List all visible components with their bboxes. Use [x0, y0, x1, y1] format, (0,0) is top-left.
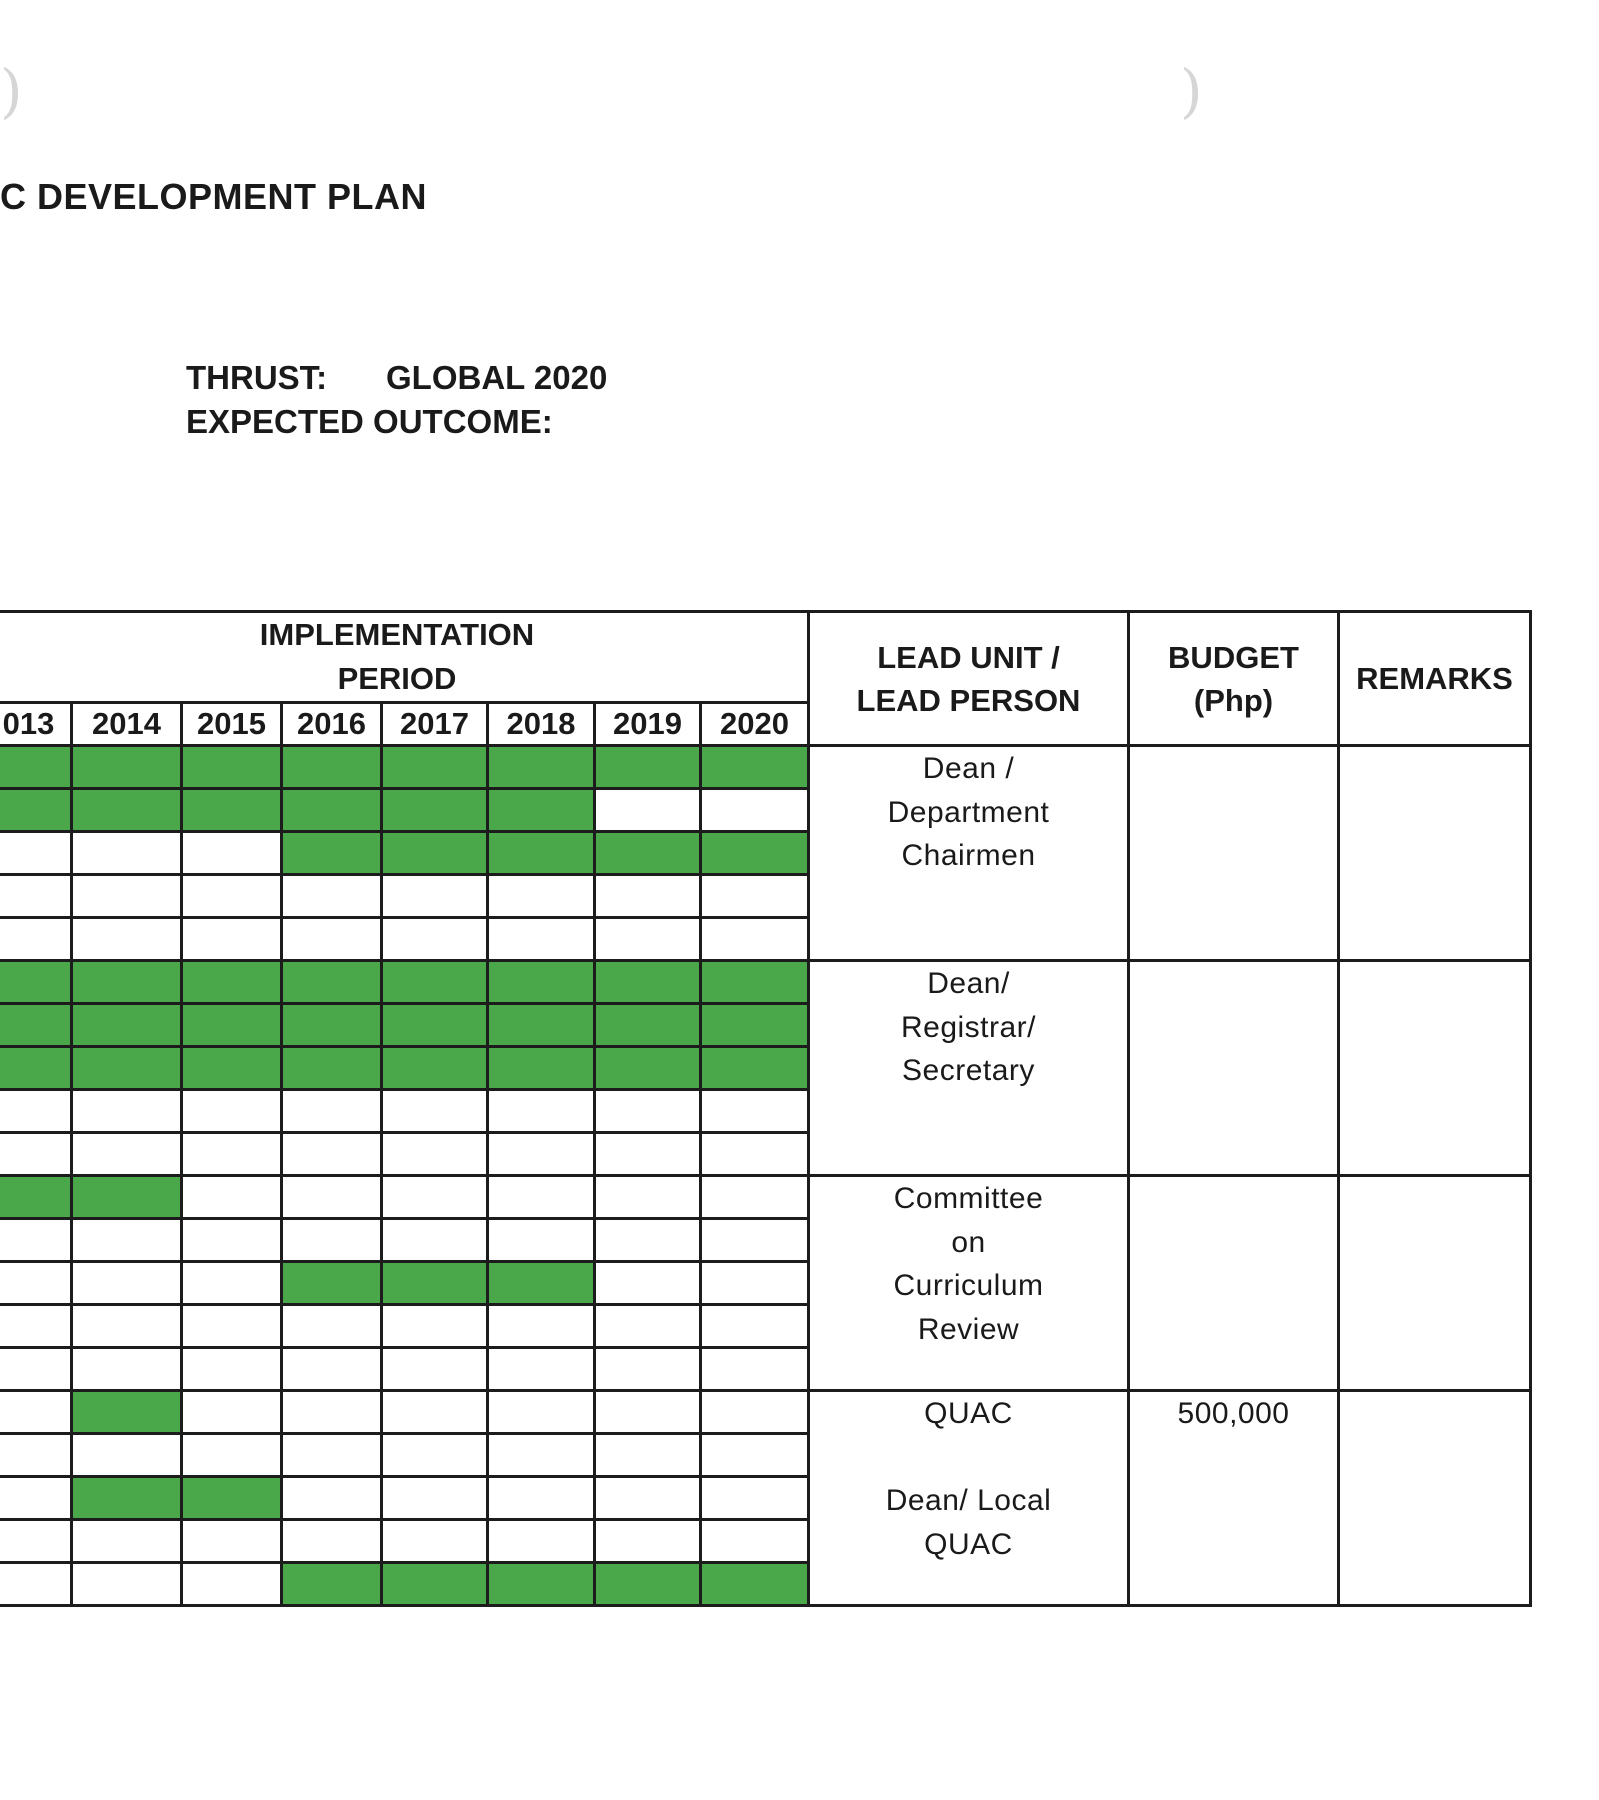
impl-header-line2: PERIOD: [337, 661, 457, 696]
empty-cell: [72, 832, 182, 875]
scheduled-cell: [182, 961, 282, 1004]
empty-cell: [182, 1563, 282, 1606]
empty-cell: [701, 918, 809, 961]
empty-cell: [382, 875, 488, 918]
scheduled-cell: [282, 1004, 382, 1047]
plan-row: [0, 746, 1531, 789]
empty-cell: [72, 1348, 182, 1391]
empty-cell: [72, 1563, 182, 1606]
budget-header-line2: (Php): [1193, 682, 1274, 718]
scheduled-cell: [595, 832, 701, 875]
scheduled-cell: [72, 961, 182, 1004]
empty-cell: [488, 1176, 595, 1219]
empty-cell: [72, 1520, 182, 1563]
year-header: 2020: [701, 703, 809, 746]
lead-line: Secretary: [902, 1054, 1035, 1087]
year-header: 2017: [382, 703, 488, 746]
scheduled-cell: [72, 1004, 182, 1047]
empty-cell: [0, 1477, 72, 1520]
lead-line: Review: [917, 1312, 1020, 1346]
header-row: [0, 612, 1531, 703]
empty-cell: [0, 875, 72, 918]
lead-line: QUAC: [924, 1397, 1013, 1430]
scheduled-cell: [488, 1004, 595, 1047]
empty-cell: [182, 1219, 282, 1262]
scheduled-cell: [488, 1563, 595, 1606]
empty-cell: [701, 875, 809, 918]
thrust-value: GLOBAL 2020: [386, 359, 608, 396]
empty-cell: [182, 1133, 282, 1176]
scheduled-cell: [488, 789, 595, 832]
empty-cell: [0, 1520, 72, 1563]
year-header: 2016: [282, 703, 382, 746]
empty-cell: [595, 1520, 701, 1563]
empty-cell: [382, 1477, 488, 1520]
empty-cell: [701, 1176, 809, 1219]
empty-cell: [282, 875, 382, 918]
empty-cell: [595, 875, 701, 918]
empty-cell: [0, 1434, 72, 1477]
empty-cell: [382, 1348, 488, 1391]
scheduled-cell: [488, 1262, 595, 1305]
empty-cell: [595, 1219, 701, 1262]
empty-cell: [382, 1391, 488, 1434]
empty-cell: [282, 1219, 382, 1262]
scheduled-cell: [595, 746, 701, 789]
empty-cell: [72, 875, 182, 918]
empty-cell: [701, 1219, 809, 1262]
empty-cell: [488, 1520, 595, 1563]
empty-cell: [595, 1477, 701, 1520]
empty-cell: [182, 1391, 282, 1434]
scheduled-cell: [72, 1176, 182, 1219]
scheduled-cell: [595, 1563, 701, 1606]
lead-person-cell: [809, 961, 1129, 1176]
empty-cell: [182, 875, 282, 918]
empty-cell: [0, 918, 72, 961]
empty-cell: [382, 1219, 488, 1262]
empty-cell: [595, 1434, 701, 1477]
empty-cell: [488, 1305, 595, 1348]
remarks-cell: [1339, 961, 1531, 1176]
lead-header-line1: LEAD UNIT /: [877, 639, 1060, 675]
lead-line: Committee: [893, 1182, 1044, 1215]
empty-cell: [282, 1348, 382, 1391]
empty-cell: [0, 1391, 72, 1434]
scheduled-cell: [282, 961, 382, 1004]
empty-cell: [182, 1305, 282, 1348]
lead-unit-header: [809, 612, 1129, 746]
empty-cell: [282, 918, 382, 961]
scheduled-cell: [488, 961, 595, 1004]
empty-cell: [595, 1305, 701, 1348]
empty-cell: [0, 1348, 72, 1391]
empty-cell: [488, 1133, 595, 1176]
scheduled-cell: [488, 1047, 595, 1090]
year-header: 2019: [595, 703, 701, 746]
empty-cell: [282, 1434, 382, 1477]
scheduled-cell: [382, 746, 488, 789]
year-header: 2014: [72, 703, 182, 746]
empty-cell: [282, 1176, 382, 1219]
scheduled-cell: [282, 832, 382, 875]
empty-cell: [595, 1090, 701, 1133]
empty-cell: [382, 1434, 488, 1477]
lead-line: Department: [887, 795, 1050, 829]
budget-cell: [1129, 961, 1339, 1176]
empty-cell: [488, 1219, 595, 1262]
remarks-header: REMARKS: [1339, 612, 1531, 746]
lead-line: Dean/: [927, 967, 1010, 1000]
lead-line: Registrar/: [900, 1010, 1037, 1044]
scheduled-cell: [0, 961, 72, 1004]
empty-cell: [595, 1176, 701, 1219]
lead-spacer: [810, 1436, 1127, 1480]
year-header: 2015: [182, 703, 282, 746]
empty-cell: [0, 1133, 72, 1176]
scheduled-cell: [701, 832, 809, 875]
scheduled-cell: [182, 1047, 282, 1090]
empty-cell: [182, 1090, 282, 1133]
empty-cell: [701, 1477, 809, 1520]
empty-cell: [182, 1348, 282, 1391]
implementation-table: [0, 610, 1532, 1607]
empty-cell: [282, 1477, 382, 1520]
scheduled-cell: [701, 746, 809, 789]
empty-cell: [488, 1477, 595, 1520]
budget-cell: 500,000: [1129, 1391, 1339, 1606]
scheduled-cell: [701, 961, 809, 1004]
empty-cell: [182, 1262, 282, 1305]
scheduled-cell: [282, 1563, 382, 1606]
empty-cell: [72, 1133, 182, 1176]
empty-cell: [72, 1090, 182, 1133]
thrust-label: THRUST:: [186, 359, 328, 396]
scheduled-cell: [382, 961, 488, 1004]
empty-cell: [701, 1305, 809, 1348]
budget-cell: [1129, 746, 1339, 961]
empty-cell: [488, 875, 595, 918]
empty-cell: [0, 1563, 72, 1606]
empty-cell: [701, 1391, 809, 1434]
empty-cell: [595, 1391, 701, 1434]
remarks-cell: [1339, 746, 1531, 961]
scheduled-cell: [0, 1047, 72, 1090]
scheduled-cell: [701, 1047, 809, 1090]
thrust-row: [186, 356, 607, 400]
empty-cell: [72, 918, 182, 961]
scheduled-cell: [182, 1477, 282, 1520]
empty-cell: [595, 918, 701, 961]
budget-header-line1: BUDGET: [1168, 639, 1299, 675]
empty-cell: [182, 1176, 282, 1219]
scheduled-cell: [282, 789, 382, 832]
empty-cell: [382, 1520, 488, 1563]
thrust-block: [186, 356, 607, 444]
budget-header: [1129, 612, 1339, 746]
scheduled-cell: [182, 789, 282, 832]
empty-cell: [0, 1219, 72, 1262]
remarks-cell: [1339, 1176, 1531, 1391]
document-title: C DEVELOPMENT PLAN: [0, 176, 428, 217]
scheduled-cell: [488, 832, 595, 875]
right-paren-mark: ): [1180, 57, 1203, 125]
lead-line: on: [951, 1225, 986, 1259]
scheduled-cell: [382, 1563, 488, 1606]
scheduled-cell: [382, 789, 488, 832]
plan-row: [0, 1176, 1531, 1219]
empty-cell: [701, 1262, 809, 1305]
empty-cell: [382, 1305, 488, 1348]
scheduled-cell: [0, 789, 72, 832]
lead-person-cell: [809, 1176, 1129, 1391]
empty-cell: [72, 1262, 182, 1305]
empty-cell: [0, 832, 72, 875]
empty-cell: [595, 789, 701, 832]
scheduled-cell: [72, 1477, 182, 1520]
empty-cell: [595, 1348, 701, 1391]
empty-cell: [182, 832, 282, 875]
empty-cell: [282, 1391, 382, 1434]
scheduled-cell: [282, 746, 382, 789]
plan-body: [0, 746, 1531, 1606]
lead-line: Dean /: [922, 752, 1015, 785]
empty-cell: [488, 1434, 595, 1477]
empty-cell: [701, 1520, 809, 1563]
empty-cell: [0, 1262, 72, 1305]
scheduled-cell: [382, 832, 488, 875]
scheduled-cell: [182, 746, 282, 789]
empty-cell: [72, 1305, 182, 1348]
left-paren-mark: ): [0, 57, 23, 125]
scheduled-cell: [701, 1004, 809, 1047]
empty-cell: [488, 1348, 595, 1391]
empty-cell: [282, 1090, 382, 1133]
budget-cell: [1129, 1176, 1339, 1391]
plan-row: [0, 961, 1531, 1004]
empty-cell: [0, 1305, 72, 1348]
implementation-period-header: [0, 612, 809, 703]
empty-cell: [595, 1133, 701, 1176]
scheduled-cell: [595, 1004, 701, 1047]
scheduled-cell: [182, 1004, 282, 1047]
empty-cell: [382, 1090, 488, 1133]
remarks-cell: [1339, 1391, 1531, 1606]
empty-cell: [72, 1434, 182, 1477]
scheduled-cell: [382, 1262, 488, 1305]
scheduled-cell: [282, 1262, 382, 1305]
empty-cell: [382, 918, 488, 961]
empty-cell: [701, 789, 809, 832]
expected-outcome-label: EXPECTED OUTCOME:: [186, 403, 553, 440]
empty-cell: [182, 1434, 282, 1477]
empty-cell: [701, 1090, 809, 1133]
scheduled-cell: [488, 746, 595, 789]
lead-line: Curriculum: [893, 1269, 1044, 1302]
empty-cell: [282, 1305, 382, 1348]
empty-cell: [595, 1262, 701, 1305]
empty-cell: [382, 1176, 488, 1219]
empty-cell: [488, 1391, 595, 1434]
scheduled-cell: [72, 1047, 182, 1090]
empty-cell: [282, 1520, 382, 1563]
year-header: 013: [0, 703, 72, 746]
scheduled-cell: [72, 746, 182, 789]
empty-cell: [182, 918, 282, 961]
empty-cell: [182, 1520, 282, 1563]
empty-cell: [488, 918, 595, 961]
empty-cell: [0, 1090, 72, 1133]
scheduled-cell: [72, 789, 182, 832]
lead-person-cell: [809, 746, 1129, 961]
plan-row: [0, 1391, 1531, 1434]
impl-header-line1: IMPLEMENTATION: [259, 617, 535, 652]
scheduled-cell: [701, 1563, 809, 1606]
scheduled-cell: [72, 1391, 182, 1434]
lead-line: Chairmen: [901, 839, 1036, 872]
scheduled-cell: [382, 1004, 488, 1047]
scheduled-cell: [0, 746, 72, 789]
empty-cell: [701, 1133, 809, 1176]
lead-header-line2: LEAD PERSON: [856, 682, 1081, 718]
empty-cell: [382, 1133, 488, 1176]
lead-line: Dean/ Local: [885, 1484, 1052, 1517]
empty-cell: [72, 1219, 182, 1262]
empty-cell: [282, 1133, 382, 1176]
scheduled-cell: [0, 1004, 72, 1047]
scheduled-cell: [595, 1047, 701, 1090]
scheduled-cell: [382, 1047, 488, 1090]
empty-cell: [701, 1348, 809, 1391]
empty-cell: [701, 1434, 809, 1477]
year-header: 2018: [488, 703, 595, 746]
empty-cell: [488, 1090, 595, 1133]
scheduled-cell: [0, 1176, 72, 1219]
lead-line: QUAC: [924, 1527, 1013, 1561]
scheduled-cell: [595, 961, 701, 1004]
lead-person-cell: [809, 1391, 1129, 1606]
scheduled-cell: [282, 1047, 382, 1090]
